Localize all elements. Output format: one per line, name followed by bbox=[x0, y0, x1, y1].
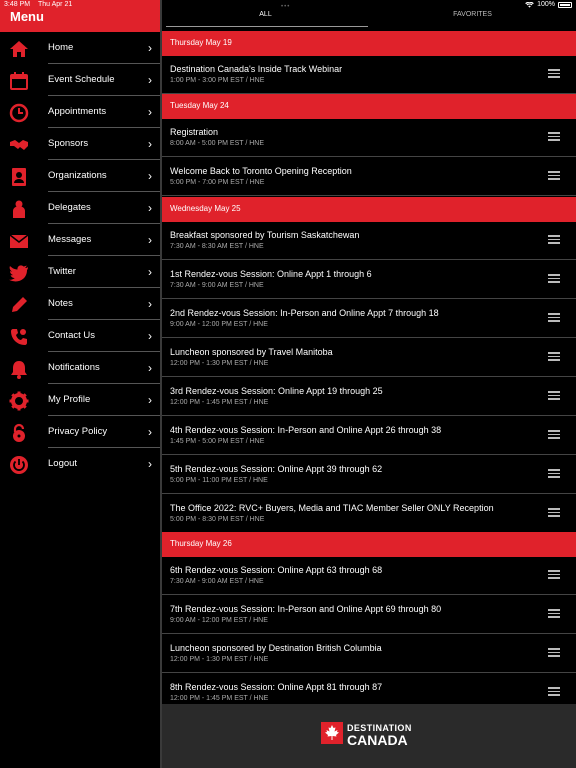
menu-item-appointments[interactable] bbox=[0, 96, 160, 128]
menu-item-label: Organizations bbox=[48, 170, 107, 181]
battery-icon bbox=[558, 2, 572, 8]
tab-selected-indicator bbox=[166, 26, 368, 27]
list-item[interactable] bbox=[162, 56, 576, 94]
chevron-right-icon: › bbox=[148, 425, 152, 439]
menu-item-label: Messages bbox=[48, 234, 92, 245]
event-title: 7th Rendez-vous Session: In-Person and Online Appt 69 through 80 bbox=[170, 604, 442, 614]
menu-item-label: Event Schedule bbox=[48, 74, 115, 85]
menu-icon[interactable] bbox=[548, 508, 560, 517]
handshake-icon bbox=[9, 135, 29, 155]
event-title: Registration bbox=[170, 127, 219, 137]
list-item[interactable] bbox=[162, 456, 576, 494]
menu-item-privacy-policy[interactable] bbox=[0, 416, 160, 448]
home-icon bbox=[9, 39, 29, 59]
list-item[interactable] bbox=[162, 222, 576, 260]
pencil-icon bbox=[9, 295, 29, 315]
event-title: 8th Rendez-vous Session: Online Appt 81 through 87 bbox=[170, 682, 383, 692]
event-time: 12:00 PM - 1:30 PM EST / HNE bbox=[170, 360, 269, 367]
menu-icon[interactable] bbox=[548, 391, 560, 400]
drag-handle-icon: ••• bbox=[281, 4, 291, 10]
event-title: The Office 2022: RVC+ Buyers, Media and TIAC Member Seller ONLY Reception bbox=[170, 503, 494, 513]
menu-item-logout[interactable] bbox=[0, 448, 160, 480]
day-header-label: Wednesday May 25 bbox=[170, 204, 241, 213]
person-icon bbox=[9, 199, 29, 219]
maple-leaf-icon bbox=[321, 722, 343, 744]
chevron-right-icon: › bbox=[148, 73, 152, 87]
footer-banner bbox=[162, 704, 576, 768]
menu-item-twitter[interactable] bbox=[0, 256, 160, 288]
menu-item-delegates[interactable] bbox=[0, 192, 160, 224]
event-time: 8:00 AM - 5:00 PM EST / HNE bbox=[170, 140, 265, 147]
battery-percent: 100% bbox=[537, 1, 555, 8]
event-title: Welcome Back to Toronto Opening Reception bbox=[170, 166, 352, 176]
event-time: 12:00 PM - 1:45 PM EST / HNE bbox=[170, 695, 269, 702]
gear-icon bbox=[9, 391, 29, 411]
menu-item-label: Home bbox=[48, 42, 74, 53]
menu-item-label: Twitter bbox=[48, 266, 76, 277]
menu-item-label: Logout bbox=[48, 458, 78, 469]
calendar-icon bbox=[9, 71, 29, 91]
day-header bbox=[162, 197, 576, 222]
menu-item-home[interactable] bbox=[0, 32, 160, 64]
menu-item-notifications[interactable] bbox=[0, 352, 160, 384]
event-time: 9:00 AM - 12:00 PM EST / HNE bbox=[170, 321, 268, 328]
event-time: 5:00 PM - 11:00 PM EST / HNE bbox=[170, 477, 268, 484]
day-header-label: Thursday May 19 bbox=[170, 38, 232, 47]
event-time: 5:00 PM - 7:00 PM EST / HNE bbox=[170, 179, 265, 186]
menu-icon[interactable] bbox=[548, 235, 560, 244]
chevron-right-icon: › bbox=[148, 201, 152, 215]
schedule-pane bbox=[162, 0, 576, 704]
wifi-icon bbox=[525, 2, 534, 8]
day-header-label: Thursday May 26 bbox=[170, 539, 232, 548]
event-time: 7:30 AM - 8:30 AM EST / HNE bbox=[170, 243, 264, 250]
event-time: 12:00 PM - 1:45 PM EST / HNE bbox=[170, 399, 269, 406]
clock-icon bbox=[9, 103, 29, 123]
event-time: 5:00 PM - 8:30 PM EST / HNE bbox=[170, 516, 265, 523]
side-menu bbox=[0, 0, 160, 768]
status-time: 3:48 PM bbox=[4, 1, 31, 8]
chevron-right-icon: › bbox=[148, 233, 152, 247]
status-right bbox=[525, 1, 572, 8]
menu-item-label: Sponsors bbox=[48, 138, 89, 149]
contact-card-icon bbox=[9, 167, 29, 187]
menu-item-contact-us[interactable] bbox=[0, 320, 160, 352]
menu-item-label: Privacy Policy bbox=[48, 426, 108, 437]
day-header bbox=[162, 532, 576, 557]
event-title: 4th Rendez-vous Session: In-Person and Online Appt 26 through 38 bbox=[170, 425, 442, 435]
menu-icon[interactable] bbox=[548, 352, 560, 361]
menu-icon[interactable] bbox=[548, 274, 560, 283]
logo-text-line1: DESTINATION bbox=[347, 723, 412, 733]
menu-icon[interactable] bbox=[548, 313, 560, 322]
menu-item-sponsors[interactable] bbox=[0, 128, 160, 160]
menu-icon[interactable] bbox=[548, 171, 560, 180]
menu-icon[interactable] bbox=[548, 687, 560, 696]
menu-item-organizations[interactable] bbox=[0, 160, 160, 192]
chevron-right-icon: › bbox=[148, 297, 152, 311]
menu-item-label: Notifications bbox=[48, 362, 100, 373]
day-header bbox=[162, 94, 576, 119]
chevron-right-icon: › bbox=[148, 137, 152, 151]
phone-icon bbox=[9, 327, 29, 347]
chevron-right-icon: › bbox=[148, 457, 152, 471]
event-time: 9:00 AM - 12:00 PM EST / HNE bbox=[170, 617, 268, 624]
event-title: Destination Canada's Inside Track Webinar bbox=[170, 64, 343, 74]
event-title: Luncheon sponsored by Destination British Columbia bbox=[170, 643, 382, 653]
menu-icon[interactable] bbox=[548, 430, 560, 439]
chevron-right-icon: › bbox=[148, 393, 152, 407]
menu-item-label: Delegates bbox=[48, 202, 91, 213]
tab-favorites[interactable]: FAVORITES bbox=[453, 11, 492, 18]
event-title: 5th Rendez-vous Session: Online Appt 39 through 62 bbox=[170, 464, 383, 474]
list-item[interactable] bbox=[162, 495, 576, 533]
event-title: 6th Rendez-vous Session: Online Appt 63 through 68 bbox=[170, 565, 383, 575]
day-header-label: Tuesday May 24 bbox=[170, 101, 229, 110]
list-item[interactable] bbox=[162, 635, 576, 673]
menu-item-label: My Profile bbox=[48, 394, 91, 405]
chevron-right-icon: › bbox=[148, 361, 152, 375]
menu-icon[interactable] bbox=[548, 69, 560, 78]
list-item[interactable] bbox=[162, 417, 576, 455]
list-item[interactable] bbox=[162, 300, 576, 338]
menu-icon[interactable] bbox=[548, 132, 560, 141]
chevron-right-icon: › bbox=[148, 329, 152, 343]
event-title: Luncheon sponsored by Travel Manitoba bbox=[170, 347, 333, 357]
list-item[interactable] bbox=[162, 158, 576, 196]
menu-icon[interactable] bbox=[548, 648, 560, 657]
bell-icon bbox=[9, 359, 29, 379]
list-item[interactable] bbox=[162, 261, 576, 299]
event-title: Breakfast sponsored by Tourism Saskatchewan bbox=[170, 230, 360, 240]
list-item[interactable] bbox=[162, 674, 576, 704]
menu-item-label: Notes bbox=[48, 298, 73, 309]
status-date: Thu Apr 21 bbox=[38, 1, 73, 8]
chevron-right-icon: › bbox=[148, 169, 152, 183]
menu-item-notes[interactable] bbox=[0, 288, 160, 320]
menu-item-messages[interactable] bbox=[0, 224, 160, 256]
chevron-right-icon: › bbox=[148, 41, 152, 55]
menu-title: Menu bbox=[10, 9, 44, 24]
menu-item-event-schedule[interactable] bbox=[0, 64, 160, 96]
status-bar bbox=[0, 0, 576, 10]
list-item[interactable] bbox=[162, 339, 576, 377]
tab-all[interactable]: ALL bbox=[259, 11, 272, 18]
menu-item-my-profile[interactable] bbox=[0, 384, 160, 416]
list-item[interactable] bbox=[162, 596, 576, 634]
event-time: 7:30 AM - 9:00 AM EST / HNE bbox=[170, 578, 264, 585]
event-time: 12:00 PM - 1:30 PM EST / HNE bbox=[170, 656, 269, 663]
event-time: 1:00 PM - 3:00 PM EST / HNE bbox=[170, 77, 265, 84]
power-icon bbox=[9, 455, 29, 475]
menu-icon[interactable] bbox=[548, 469, 560, 478]
event-time: 7:30 AM - 9:00 AM EST / HNE bbox=[170, 282, 264, 289]
event-title: 2nd Rendez-vous Session: In-Person and Online Appt 7 through 18 bbox=[170, 308, 439, 318]
day-header bbox=[162, 31, 576, 56]
menu-item-label: Contact Us bbox=[48, 330, 95, 341]
list-item[interactable] bbox=[162, 378, 576, 416]
menu-icon[interactable] bbox=[548, 609, 560, 618]
lock-icon bbox=[9, 423, 29, 443]
event-title: 1st Rendez-vous Session: Online Appt 1 through 6 bbox=[170, 269, 372, 279]
chevron-right-icon: › bbox=[148, 105, 152, 119]
event-time: 1:45 PM - 5:00 PM EST / HNE bbox=[170, 438, 265, 445]
menu-icon[interactable] bbox=[548, 570, 560, 579]
event-title: 3rd Rendez-vous Session: Online Appt 19 through 25 bbox=[170, 386, 383, 396]
twitter-icon bbox=[9, 263, 29, 283]
list-item[interactable] bbox=[162, 557, 576, 595]
list-item[interactable] bbox=[162, 119, 576, 157]
menu-item-label: Appointments bbox=[48, 106, 107, 117]
logo-text-line2: CANADA bbox=[347, 732, 408, 748]
envelope-icon bbox=[9, 231, 29, 251]
chevron-right-icon: › bbox=[148, 265, 152, 279]
